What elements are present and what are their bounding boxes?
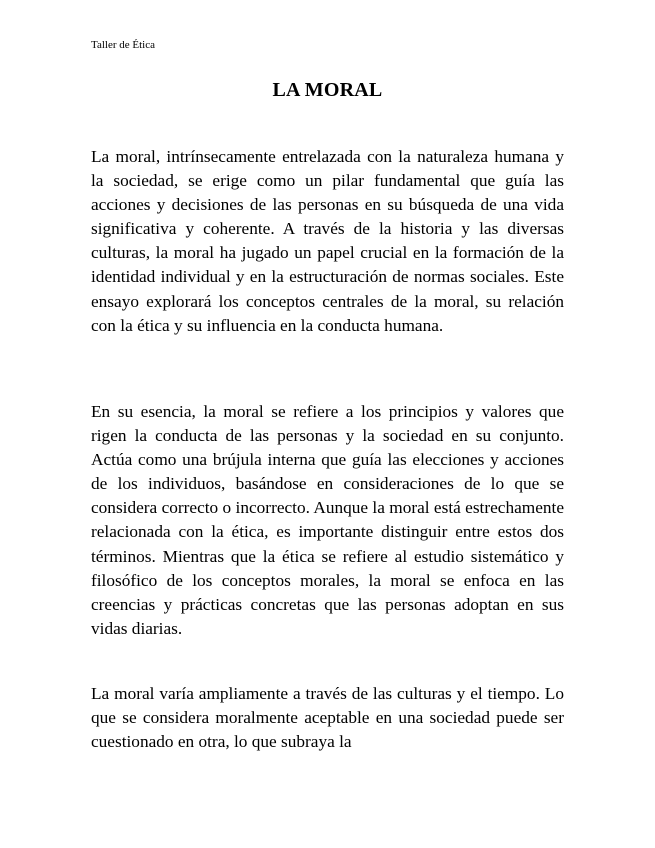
document-title: LA MORAL — [272, 79, 383, 101]
body-paragraph-3: La moral varía ampliamente a través de las culturas y el tiempo. Lo que se considera moralmente aceptable en una sociedad puede ser cuestionado en otra, lo que subraya la — [91, 684, 564, 752]
body-paragraph-2: En su esencia, la moral se refiere a los principios y valores que rigen la conducta de las personas y la sociedad en su conjunto. Actúa como una brújula interna que guía las elecciones y acciones de los individuos, basándose en consideraciones de lo que se considera correcto o incorrecto. Aunque la moral está estrechamente relacionada con la ética, es importante distinguir entre estos dos términos. Mientras que la ética se refiere al estudio sistemático y filosófico de los conceptos morales, la moral se enfoca en las creencias y prácticas concretas que las personas adoptan en sus vidas diarias. — [91, 402, 564, 638]
running-header: Taller de Ética — [91, 39, 155, 51]
body-paragraph-1: La moral, intrínsecamente entrelazada con la naturaleza humana y la sociedad, se erige como un pilar fundamental que guía las acciones y decisiones de las personas en su búsqueda de una vida significativa y coherente. A través de la historia y las diversas culturas, la moral ha jugado un papel crucial en la formación de la identidad individual y en la estructuración de normas sociales. Este ensayo explorará los conceptos centrales de la moral, su relación con la ética y su influencia en la conducta humana. — [91, 147, 564, 335]
